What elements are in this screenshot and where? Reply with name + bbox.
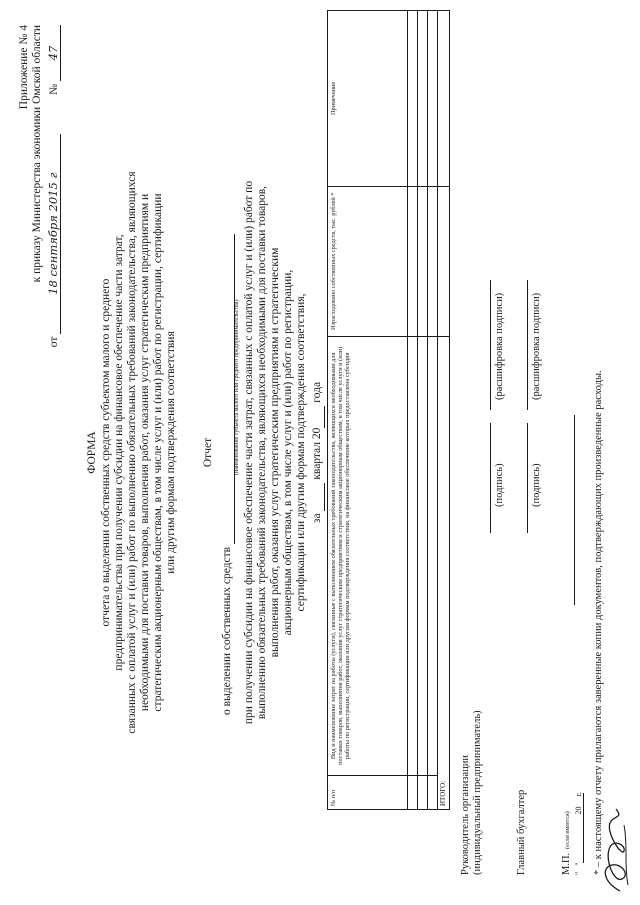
accountant-signature-line [527, 423, 528, 533]
table-cell[interactable] [428, 776, 438, 810]
organization-name-hint: (наименование субъекта малого или среднего предпринимательства) [234, 299, 240, 475]
report-title: Отчет [202, 437, 214, 468]
table-row [428, 11, 438, 810]
table-cell[interactable] [428, 186, 438, 336]
appendix-number: 47 [47, 25, 61, 81]
appendix-date-line [47, 25, 61, 485]
appendix-date: 18 сентября 2015 г [47, 134, 61, 334]
handwritten-mark-icon [598, 805, 634, 895]
form-line-1: отчета о выделении собственных средств субъектом малого и среднего [100, 278, 112, 627]
header-spent-own-funds: Израсходовано собственных средств, тыс. рублей * [328, 186, 408, 336]
table-cell[interactable] [408, 11, 418, 187]
appendix-order: к приказу Министерства экономики Омской области [31, 25, 43, 283]
footnote: * – к настоящему отчету прилагаются заверенные копии документов, подтверждающих произведенные расходы. [593, 370, 604, 875]
report-description [243, 0, 308, 905]
form-heading: ФОРМА [86, 431, 98, 474]
form-line-3: связанных с оплатой услуг и (или) работ по выполнению обязательных требований законодательства, являющихся [126, 171, 138, 734]
organization-name-field [221, 234, 235, 544]
allocation-prefix: о выделении собственных средств [221, 546, 233, 715]
table-cell[interactable] [428, 11, 438, 187]
report-allocation-line [221, 215, 235, 715]
table-cell[interactable] [428, 336, 438, 775]
stamp-block [556, 811, 574, 875]
stamp-label: М.П. [561, 852, 572, 875]
table-row [408, 11, 418, 810]
table-header-row [328, 11, 408, 810]
accountant-decode-line [527, 280, 528, 410]
table-row [418, 11, 428, 810]
report-line-2: выполнению обязательных требований законодательства, являющихся необходимыми для поставки товаров, [256, 185, 268, 720]
report-line-4: акционерным обществам, в том числе услуг и (или) работ по регистрации, [282, 269, 294, 636]
head-signature-hint: (подпись) [494, 463, 505, 507]
period-year-label: года [311, 381, 323, 403]
head-signature-line [490, 423, 491, 533]
stamp-note: (если имеется) [565, 811, 571, 849]
table-total-row [438, 11, 450, 810]
table-cell[interactable] [418, 186, 428, 336]
quarter-field [311, 483, 325, 511]
form-line-2: предпринимательства при получении субсидии на финансовое обеспечение части затрат, [113, 234, 125, 671]
header-number: № п/п [328, 776, 408, 810]
header-cost-type: Вид и наименование затрат на работы (услуги), связанные с выполнением обязательных требований законодательства, являющихся необходимыми для поставки товаров, выполнения работ, оказания услуг стратегическим предприятиям и стратегическим акционерным обществам, в том числе услуги и (или) работы по регистрации, сертификации или другим формам подтверждения соответствия, на финансовое обеспечение которых предоставлена субсидия [328, 336, 408, 775]
table-cell[interactable] [418, 776, 428, 810]
total-label: ИТОГО: [438, 336, 450, 809]
total-note-cell[interactable] [438, 11, 450, 187]
report-period [311, 0, 325, 905]
year-field [311, 406, 325, 428]
form-description [100, 0, 178, 905]
table-cell[interactable] [418, 336, 428, 775]
report-line-5: сертификации или другим формам подтверждения соответствия, [295, 293, 307, 612]
table-cell[interactable] [408, 776, 418, 810]
head-decode-hint: (расшифровка подписи) [494, 292, 505, 400]
report-line-3: выполнения работ, оказания услуг стратегическим предприятиям и стратегическим [269, 247, 281, 658]
footnote-separator [574, 415, 575, 605]
form-line-6: или другим формам подтверждения соответствия [165, 331, 177, 574]
date-underline [583, 793, 584, 863]
table-cell[interactable] [408, 336, 418, 775]
report-line-1: при получении субсидии на финансовое обеспечение части затрат, связанных с оплатой услуг и (или) работ по [243, 180, 255, 725]
accountant-signature-hint: (подпись) [531, 463, 542, 507]
head-title-line-1: Руководитель организации [460, 755, 471, 875]
header-note: Примечание [328, 11, 408, 187]
appendix-block [18, 25, 61, 485]
form-line-5: стратегическим акционерным обществам, в том числе услуг и (или) работ по регистрации, сертификации [152, 193, 164, 712]
period-za-label: за [311, 513, 323, 524]
appendix-number-label: № [48, 83, 60, 95]
accountant-label: Главный бухгалтер [516, 789, 527, 875]
table-cell[interactable] [418, 11, 428, 187]
period-quarter-label: квартал 20 [311, 427, 323, 480]
appendix-from-label: от [48, 336, 60, 348]
head-decode-line [490, 280, 491, 410]
table-cell[interactable] [408, 186, 418, 336]
date-template: " " 20 г. [574, 792, 583, 875]
accountant-decode-hint: (расшифровка подписи) [531, 292, 542, 400]
appendix-title: Приложение № 4 [18, 25, 30, 110]
form-line-4: необходимыми для поставки товаров, выполнения работ, оказания услуг стратегическим предприятиям и [139, 193, 151, 712]
head-signature-label [460, 710, 484, 875]
head-title-line-2: (индивидуальный предприниматель) [472, 710, 483, 875]
total-spent-cell[interactable] [438, 186, 450, 336]
report-table [327, 10, 450, 810]
